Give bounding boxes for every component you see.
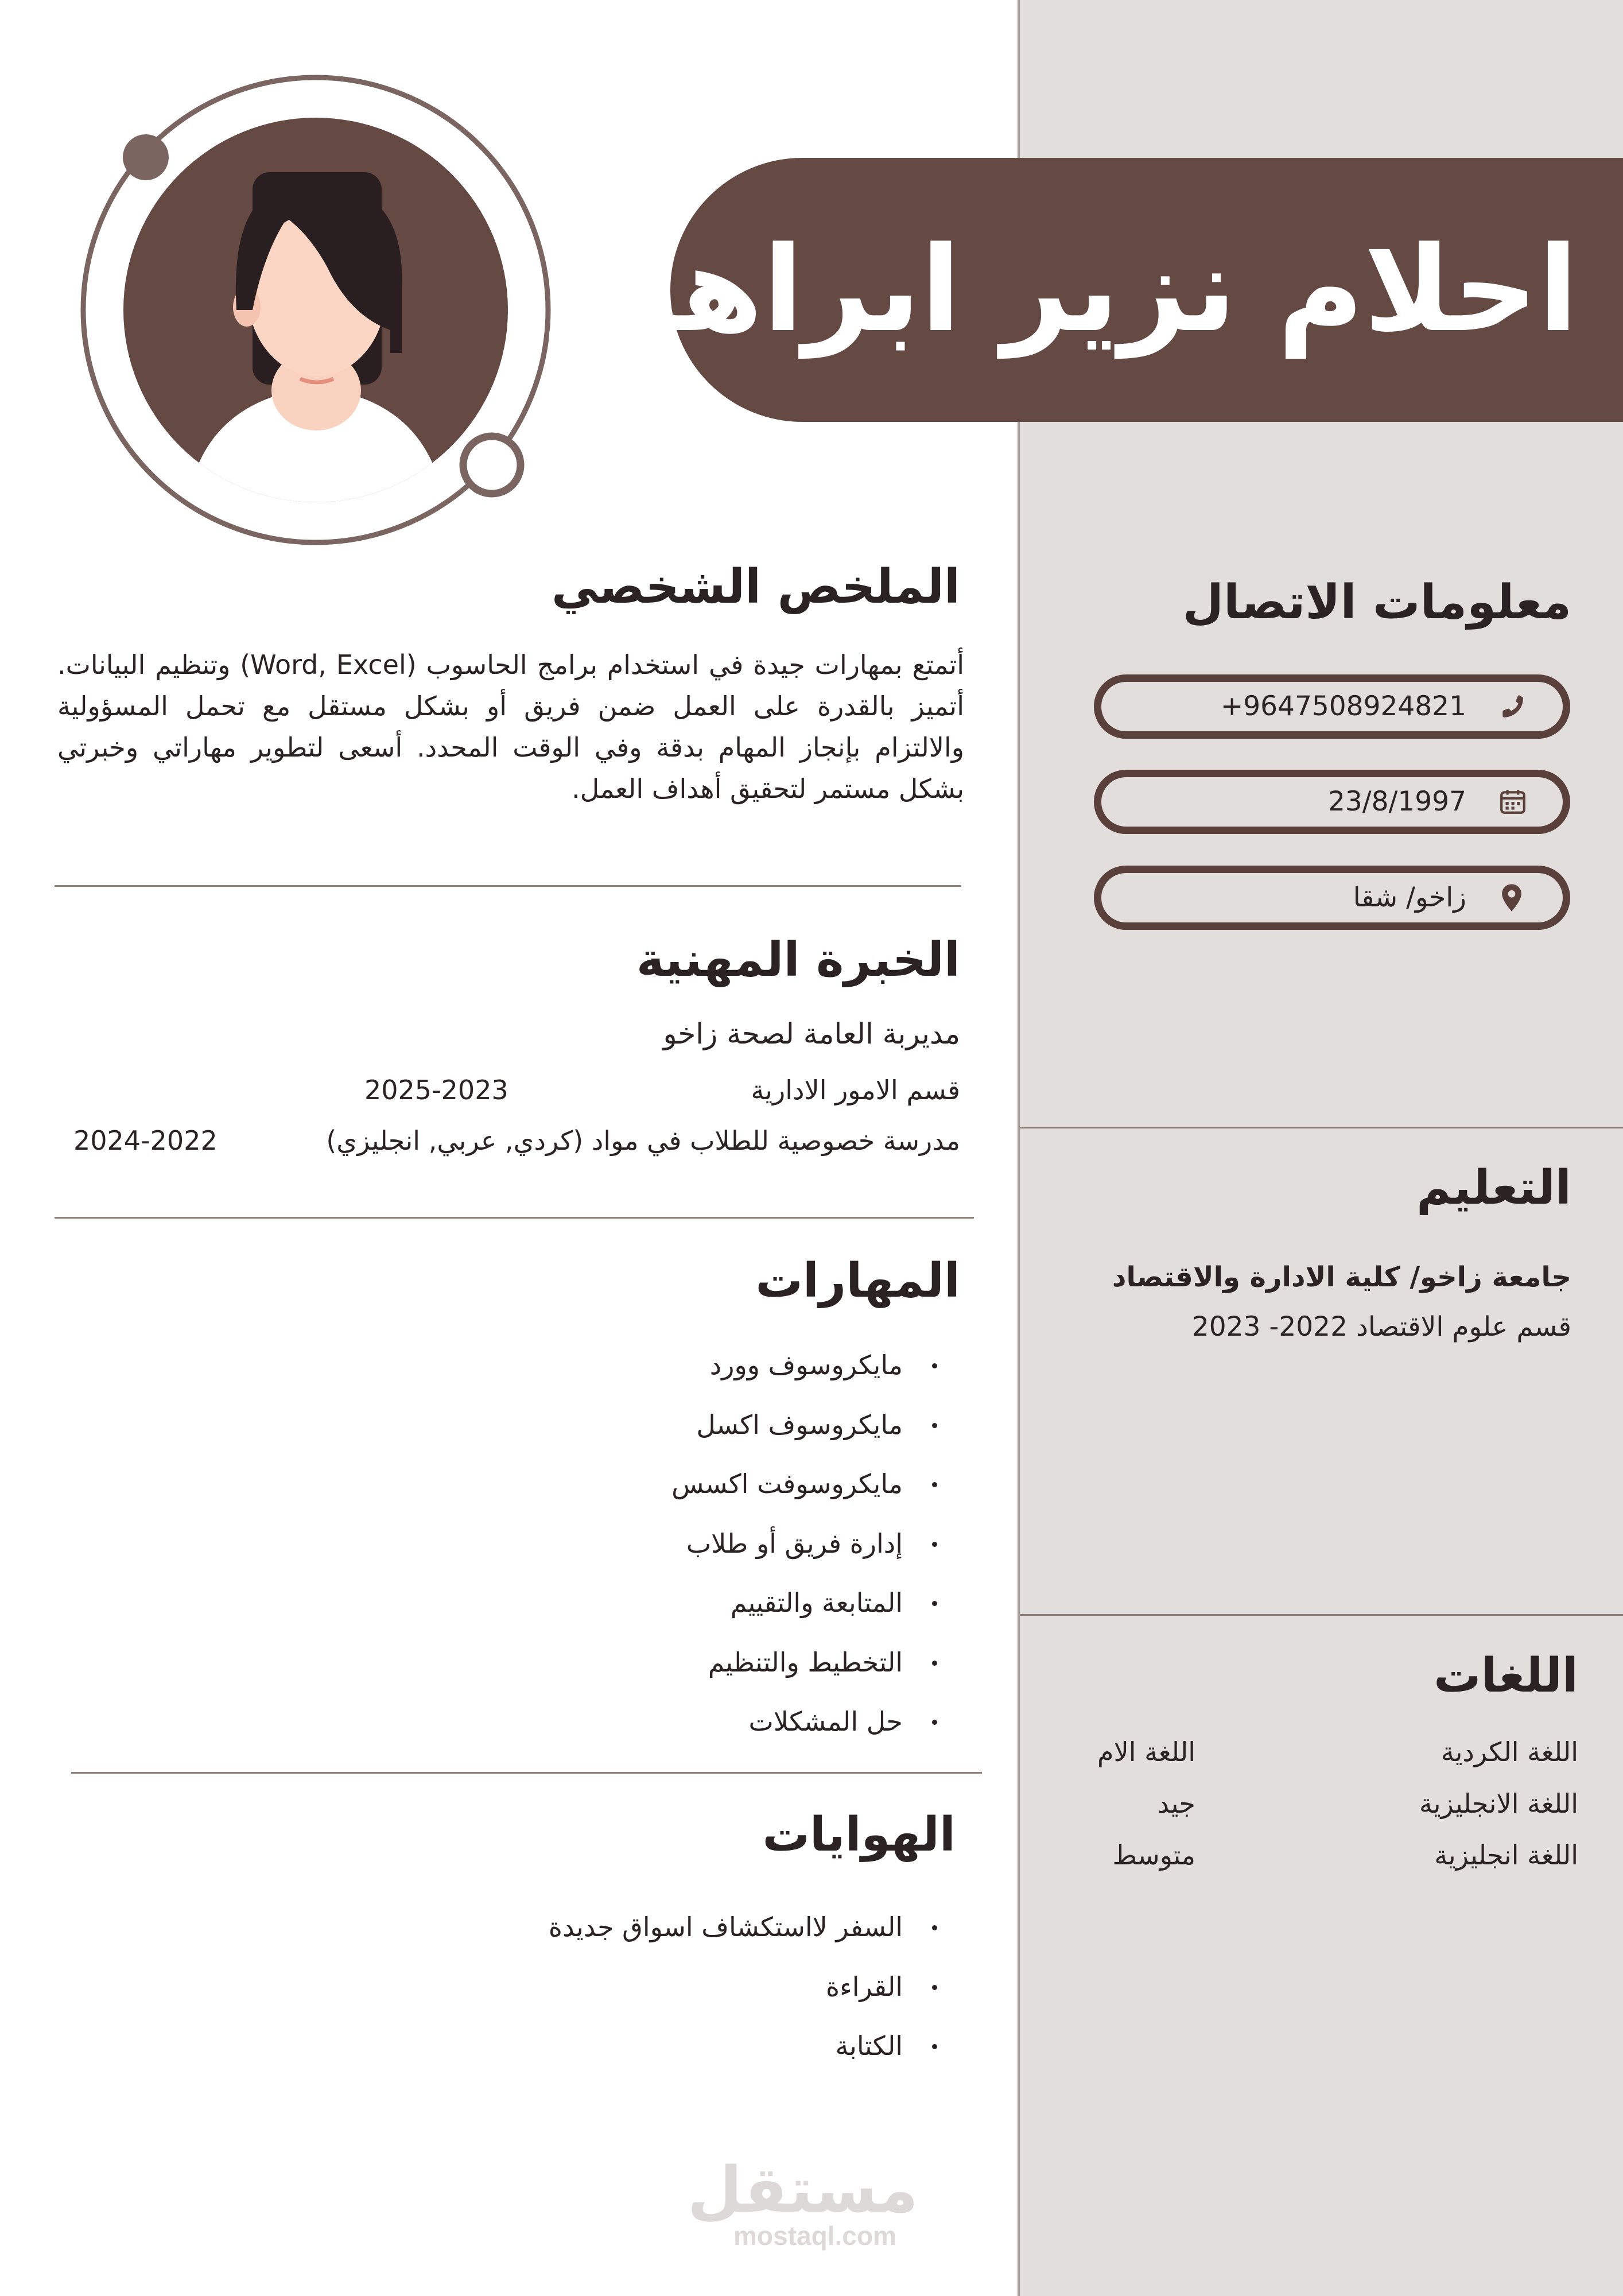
avatar-ring-dot-top [123, 134, 169, 180]
skill-item: إدارة فريق أو طلاب [671, 1526, 944, 1586]
section-divider [55, 885, 961, 887]
skills-title: المهارات [755, 1254, 960, 1308]
education-title: التعليم [1416, 1161, 1571, 1215]
birthdate-field [1094, 770, 1570, 834]
location-pin-icon [1496, 881, 1527, 914]
skill-item: مايكروسوف اكسل [671, 1407, 944, 1467]
section-divider [71, 1772, 982, 1774]
watermark-logo [687, 2153, 918, 2251]
location-value: زاخو/ شقا [1353, 882, 1466, 913]
phone-field [1094, 674, 1570, 739]
phone-value: +9647508924821 [1220, 691, 1466, 722]
language-name: اللغة الكردية [1440, 1736, 1578, 1767]
language-name: اللغة الانجليزية [1419, 1788, 1578, 1819]
watermark-url: mostaql.com [733, 2221, 896, 2251]
watermark-logo-text: مستقل [687, 2153, 918, 2227]
phone-icon [1498, 692, 1527, 721]
skill-item: مايكروسوف وورد [671, 1348, 944, 1407]
education-department: قسم علوم الاقتصاد 2022- 2023 [1191, 1311, 1571, 1343]
avatar-ring-dot-bottom [463, 436, 521, 494]
full-name: احلام نزير ابراهيم [541, 222, 1578, 358]
education-institution: جامعة زاخو/ كلية الادارة والاقتصاد [1112, 1261, 1571, 1293]
skills-list [671, 1348, 944, 1764]
avatar [80, 69, 568, 557]
contact-title: معلومات الاتصال [1182, 575, 1571, 630]
hobbies-list [549, 1910, 944, 2088]
experience-title: الخبرة المهنية [636, 933, 960, 987]
experience-period: 2025-2023 [364, 1075, 508, 1106]
name-banner [541, 158, 1623, 422]
skill-item: المتابعة والتقييم [671, 1585, 944, 1645]
location-field [1094, 866, 1570, 930]
sidebar-divider [1020, 1614, 1623, 1616]
experience-employer: مديربة العامة لصحة زاخو [663, 1017, 960, 1050]
summary-text: أتمتع بمهارات جيدة في استخدام برامج الحاسوب (Word, Excel) وتنظيم البيانات. أتميز بالقدرة على العمل ضمن فريق أو بشكل مستقل مع تحمل المسؤولية والالتزام بإنجاز المهام بدقة وفي الوقت المحدد. أسعى لتطوير مهاراتي وخبرتي بشكل مستمر لتحقيق أهداف العمل. [57, 649, 964, 804]
language-level: جيد [1157, 1788, 1195, 1819]
birthdate-value: 23/8/1997 [1328, 786, 1466, 817]
skill-item: مايكروسوفت اكسس [671, 1467, 944, 1526]
skill-item: حل المشكلات [671, 1704, 944, 1764]
language-level: متوسط [1112, 1840, 1195, 1871]
summary-title: الملخص الشخصي [551, 560, 960, 614]
language-level: اللغة الام [1097, 1736, 1195, 1767]
experience-role: قسم الامور الادارية [751, 1075, 960, 1106]
section-divider [55, 1217, 974, 1219]
languages-title: اللغات [1434, 1649, 1578, 1703]
experience-role: مدرسة خصوصية للطلاب في مواد (كردي, عربي, انجليزي) [326, 1125, 960, 1156]
hobby-item: السفر لااستكشاف اسواق جديدة [549, 1910, 944, 1969]
language-name: اللغة انجليزية [1434, 1840, 1578, 1871]
skill-item: التخطيط والتنظيم [671, 1645, 944, 1705]
hobby-item: الكتابة [549, 2029, 944, 2088]
calendar-icon [1498, 788, 1527, 816]
experience-period: 2024-2022 [73, 1125, 218, 1156]
hobbies-title: الهوايات [762, 1808, 956, 1862]
sidebar-divider [1020, 1127, 1623, 1128]
hobby-item: القراءة [549, 1969, 944, 2029]
